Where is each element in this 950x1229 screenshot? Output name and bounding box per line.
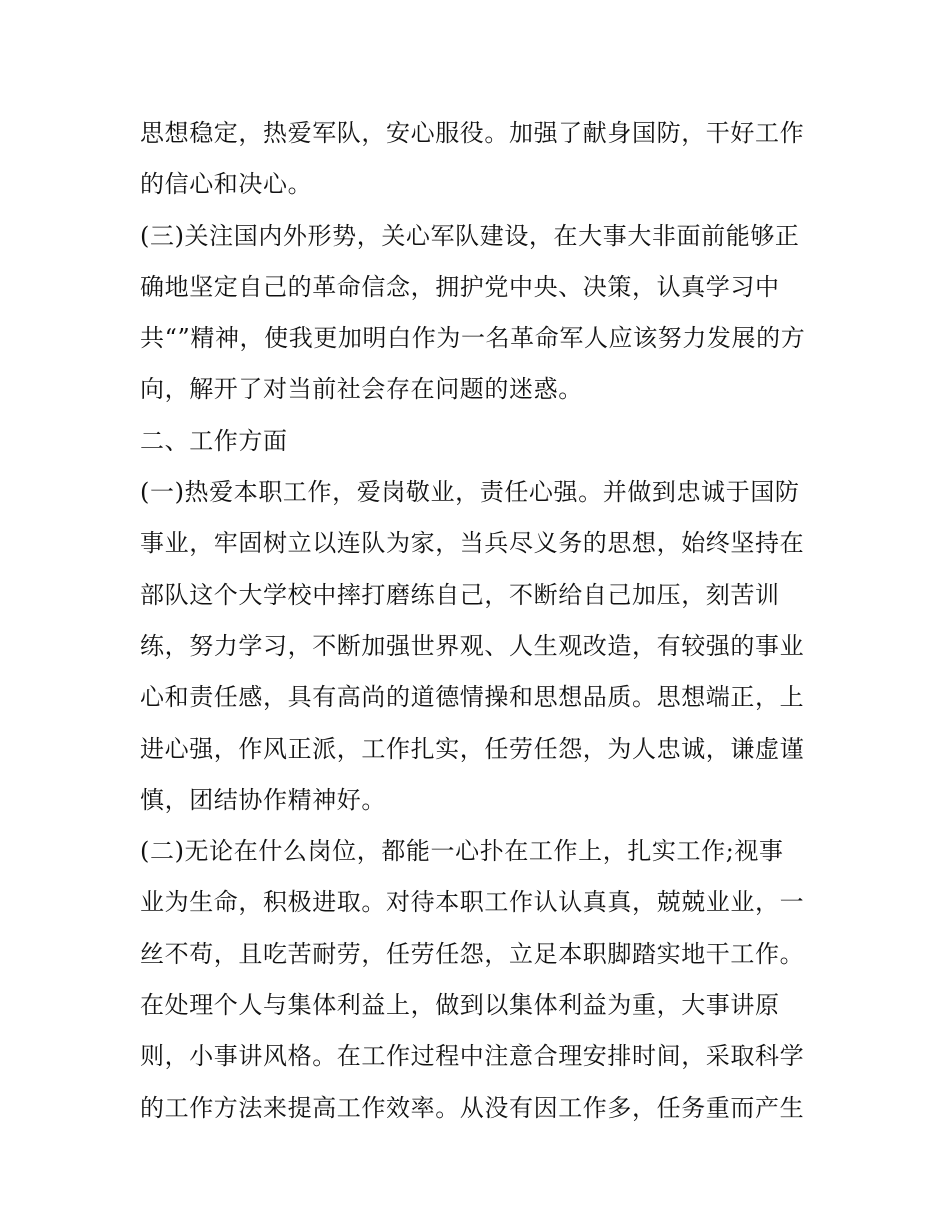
section-heading: 二、工作方面 — [140, 426, 288, 455]
text-line-18: 在处理个人与集体利益上，做到以集体利益为重，大事讲原 — [140, 991, 780, 1020]
text-line-8: (一)热爱本职工作，爱岗敬业，责任心强。并做到忠诚于国防 — [140, 478, 800, 507]
text-line-5: 共“”精神，使我更加明白作为一名革命军人应该努力发展的方 — [140, 324, 806, 353]
text-line-11: 练，努力学习，不断加强世界观、人生观改造，有较强的事业 — [140, 631, 805, 660]
body-text — [140, 108, 820, 1134]
text-line-2: 的信心和决心。 — [140, 170, 313, 199]
text-line-17: 丝不苟，且吃苦耐劳，任劳任怨，立足本职脚踏实地干工作。 — [140, 939, 805, 968]
text-line-20: 的工作方法来提高工作效率。从没有因工作多，任务重而产生 — [140, 1093, 805, 1122]
text-line-9: 事业，牢固树立以连队为家，当兵尽义务的思想，始终坚持在 — [140, 529, 805, 558]
text-line-15: (二)无论在什么岗位，都能一心扑在工作上，扎实工作;视事 — [140, 837, 784, 866]
text-line-14: 慎，团结协作精神好。 — [140, 785, 386, 814]
text-line-10: 部队这个大学校中摔打磨练自己，不断给自己加压，刻苦训 — [140, 580, 780, 609]
text-line-4: 确地坚定自己的革命信念，拥护党中央、决策，认真学习中 — [140, 272, 780, 301]
text-line-6: 向，解开了对当前社会存在问题的迷惑。 — [140, 375, 583, 404]
text-line-16: 业为生命，积极进取。对待本职工作认认真真，兢兢业业，一 — [140, 888, 805, 917]
text-line-1: 思想稳定，热爱军队，安心服役。加强了献身国防，干好工作 — [140, 119, 805, 147]
text-line-13: 进心强，作风正派，工作扎实，任劳任怨，为人忠诚，谦虚谨 — [140, 734, 805, 763]
text-line-19: 则，小事讲风格。在工作过程中注意合理安排时间，采取科学 — [140, 1042, 805, 1071]
text-line-3: (三)关注国内外形势，关心军队建设，在大事大非面前能够正 — [140, 221, 800, 250]
text-line-12: 心和责任感，具有高尚的道德情操和思想品质。思想端正，上 — [140, 683, 805, 712]
